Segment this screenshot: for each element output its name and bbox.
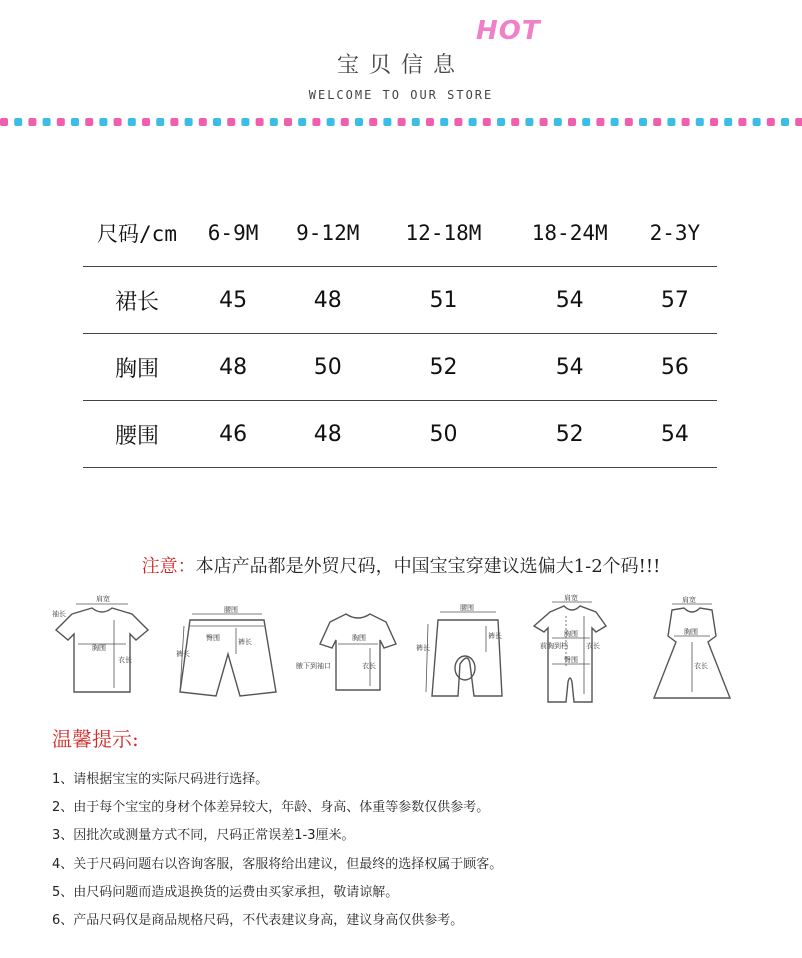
divider-dot	[28, 118, 36, 126]
divider-dot	[398, 118, 406, 126]
table-header-row	[83, 200, 717, 267]
store-subtitle: WELCOME TO OUR STORE	[308, 88, 494, 102]
table-cell: 50	[380, 401, 506, 468]
page-title: 宝贝信息	[336, 53, 465, 78]
divider-dot	[568, 118, 576, 126]
divider-dot	[497, 118, 505, 126]
divider-dot	[71, 118, 79, 126]
size-notice	[0, 552, 802, 578]
garment-label: 裤长	[416, 644, 430, 652]
garment-label: 臀围	[564, 656, 578, 664]
divider-dot	[696, 118, 704, 126]
divider-dot	[114, 118, 122, 126]
garment-label: 肩宽	[96, 595, 110, 603]
table-cell: 46	[191, 401, 275, 468]
table-cell: 48	[275, 401, 380, 468]
table-cell: 54	[633, 401, 717, 468]
divider-dot	[170, 118, 178, 126]
table-cell: 50	[275, 334, 380, 401]
garment-label: 裤长	[176, 650, 190, 658]
garment-label: 胸围	[684, 628, 698, 636]
header-cell: 9-12M	[275, 200, 380, 267]
table-cell: 51	[380, 267, 506, 334]
divider-dot	[454, 118, 462, 126]
divider-dot	[710, 118, 718, 126]
divider-dot	[213, 118, 221, 126]
garment-label: 胸围	[352, 634, 366, 642]
tshirt-icon	[52, 594, 148, 692]
table-cell: 45	[191, 267, 275, 334]
garment-label: 衣长	[694, 662, 708, 670]
divider-dot	[199, 118, 207, 126]
divider-dot	[284, 118, 292, 126]
dotted-divider	[0, 117, 802, 127]
divider-dot	[795, 118, 802, 126]
divider-dot	[596, 118, 604, 126]
divider-dot	[511, 118, 519, 126]
list-item: 2、由于每个宝宝的身材个体差异较大，年龄、身高、体重等参数仅供参考。	[52, 800, 490, 816]
list-item: 5、由尺码问题而造成退换货的运费由买家承担，敬请谅解。	[52, 884, 399, 900]
divider-dot	[525, 118, 533, 126]
divider-dot	[554, 118, 562, 126]
garment-label: 肩宽	[682, 596, 696, 604]
divider-dot	[85, 118, 93, 126]
divider-dot	[128, 118, 136, 126]
table-cell: 56	[633, 334, 717, 401]
table-row	[83, 267, 717, 334]
divider-dot	[57, 118, 65, 126]
tips-list	[52, 766, 502, 935]
divider-dot	[355, 118, 363, 126]
divider-dot	[156, 118, 164, 126]
divider-dot	[412, 118, 420, 126]
divider-dot	[611, 118, 619, 126]
divider-dot	[667, 118, 675, 126]
header-cell: 18-24M	[507, 200, 633, 267]
divider-dot	[270, 118, 278, 126]
table-cell: 52	[380, 334, 506, 401]
divider-dot	[256, 118, 264, 126]
divider-dot	[639, 118, 647, 126]
divider-dot	[582, 118, 590, 126]
notice-text: 本店产品都是外贸尺码，中国宝宝穿建议选偏大1-2个码!!!	[195, 556, 661, 577]
table-cell: 48	[275, 267, 380, 334]
divider-dot	[241, 118, 249, 126]
table-row	[83, 401, 717, 468]
row-label: 腰围	[83, 401, 191, 468]
divider-dot	[327, 118, 335, 126]
divider-dot	[185, 118, 193, 126]
garment-label: 臀围	[206, 634, 220, 642]
garment-label: 衣长	[362, 662, 376, 670]
divider-dot	[369, 118, 377, 126]
romper-shorts-icon	[416, 603, 502, 696]
notice-label: 注意：	[141, 556, 196, 577]
garment-label: 衣长	[586, 642, 600, 650]
divider-dot	[724, 118, 732, 126]
garment-label: 前胸到档	[540, 642, 568, 650]
divider-dot	[753, 118, 761, 126]
divider-dot	[682, 118, 690, 126]
table-row	[83, 334, 717, 401]
divider-dot	[298, 118, 306, 126]
row-label: 胸围	[83, 334, 191, 401]
header-cell: 尺码/cm	[83, 200, 191, 267]
header-cell: 2-3Y	[633, 200, 717, 267]
divider-dot	[469, 118, 477, 126]
list-item: 1、请根据宝宝的实际尺码进行选择。	[52, 772, 269, 787]
divider-dot	[383, 118, 391, 126]
list-item: 4、关于尺码问题右以咨询客服，客服将给出建议，但最终的选择权属于顾客。	[52, 856, 503, 872]
divider-dot	[14, 118, 22, 126]
shorts-icon	[176, 605, 276, 696]
raglan-tee-icon	[296, 614, 396, 690]
garment-label: 腰围	[224, 606, 238, 614]
garment-label: 胸围	[92, 644, 106, 652]
divider-dot	[440, 118, 448, 126]
divider-dot	[653, 118, 661, 126]
list-item: 3、因批次或测量方式不同，尺码正常误差1-3厘米。	[52, 828, 355, 844]
garment-label: 袖长	[52, 610, 66, 618]
divider-dot	[483, 118, 491, 126]
divider-dot	[426, 118, 434, 126]
row-label: 裙长	[83, 267, 191, 334]
garment-label: 胸围	[564, 630, 578, 638]
garment-label: 裤长	[238, 638, 252, 646]
header-cell: 6-9M	[191, 200, 275, 267]
divider-dot	[312, 118, 320, 126]
divider-dot	[767, 118, 775, 126]
divider-dot	[43, 118, 51, 126]
divider-dot	[341, 118, 349, 126]
divider-dot	[142, 118, 150, 126]
table-cell: 57	[633, 267, 717, 334]
garment-label: 腋下到袖口	[296, 662, 331, 670]
hot-badge: HOT	[476, 16, 541, 46]
table-cell: 54	[507, 267, 633, 334]
size-table	[83, 200, 717, 468]
divider-dot	[738, 118, 746, 126]
garment-label: 腰围	[460, 604, 474, 612]
table-cell: 54	[507, 334, 633, 401]
garment-diagrams	[40, 592, 770, 708]
divider-dot	[227, 118, 235, 126]
divider-dot	[99, 118, 107, 126]
header-cell: 12-18M	[380, 200, 506, 267]
garment-label: 衣长	[118, 656, 132, 664]
dress-icon	[654, 595, 730, 698]
table-cell: 48	[191, 334, 275, 401]
divider-dot	[540, 118, 548, 126]
divider-dot	[0, 118, 8, 126]
divider-dot	[781, 118, 789, 126]
list-item: 6、产品尺码仅是商品规格尺码，不代表建议身高，建议身高仅供参考。	[52, 912, 464, 928]
romper-icon	[534, 593, 606, 702]
tips-title: 温馨提示:	[52, 727, 139, 751]
garment-label: 肩宽	[564, 594, 578, 602]
garment-label: 裤长	[488, 632, 502, 640]
table-cell: 52	[507, 401, 633, 468]
divider-dot	[625, 118, 633, 126]
